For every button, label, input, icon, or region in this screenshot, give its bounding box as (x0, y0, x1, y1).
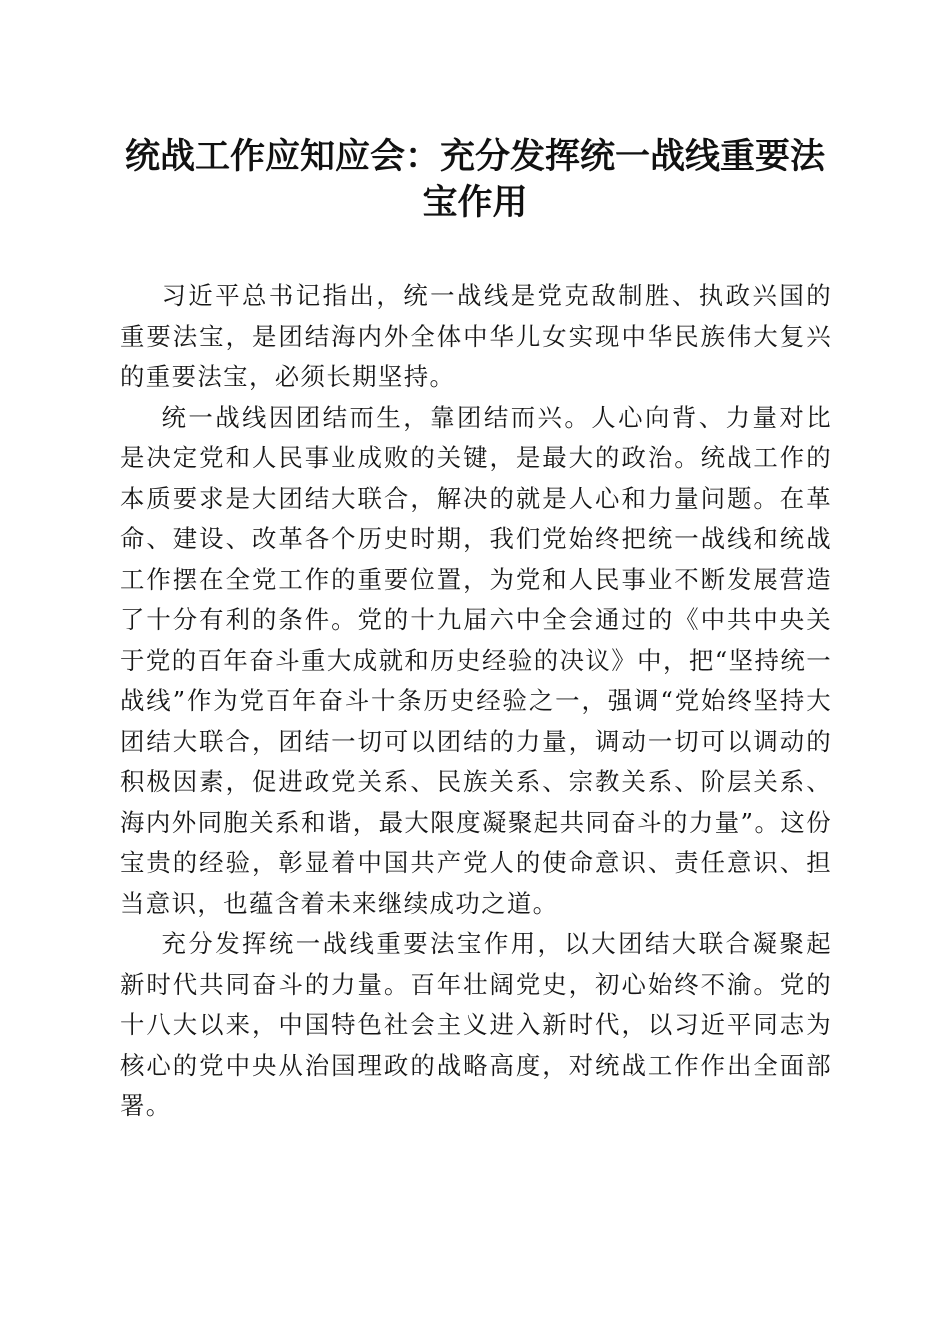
document-body (120, 276, 832, 1127)
document-title: 统战工作应知应会：充分发挥统一战线重要法宝作用 (124, 136, 825, 223)
paragraph-2: 统一战线因团结而生，靠团结而兴。人心向背、力量对比是决定党和人民事业成败的关键，是最大的政治。统战工作的本质要求是大团结大联合，解决的就是人心和力量问题。在革命、建设、改革各个历史时期，我们党始终把统一战线和统战工作摆在全党工作的重要位置，为党和人民事业不断发展营造了十分有利的条件。党的十九届六中全会通过的《中共中央关于党的百年奋斗重大成就和历史经验的决议》中，把“坚持统一战线”作为党百年奋斗十条历史经验之一，强调“党始终坚持大团结大联合，团结一切可以团结的力量，调动一切可以调动的积极因素，促进政党关系、民族关系、宗教关系、阶层关系、海内外同胞关系和谐，最大限度凝聚起共同奋斗的力量”。这份宝贵的经验，彰显着中国共产党人的使命意识、责任意识、担当意识，也蕴含着未来继续成功之道。 (120, 402, 832, 918)
paragraph-1: 习近平总书记指出，统一战线是党克敌制胜、执政兴国的重要法宝，是团结海内外全体中华儿女实现中华民族伟大复兴的重要法宝，必须长期坚持。 (120, 281, 832, 391)
paragraph-3: 充分发挥统一战线重要法宝作用，以大团结大联合凝聚起新时代共同奋斗的力量。百年壮阔党史，初心始终不渝。党的十八大以来，中国特色社会主义进入新时代，以习近平同志为核心的党中央从治国理政的战略高度，对统战工作作出全面部署。 (120, 929, 832, 1120)
